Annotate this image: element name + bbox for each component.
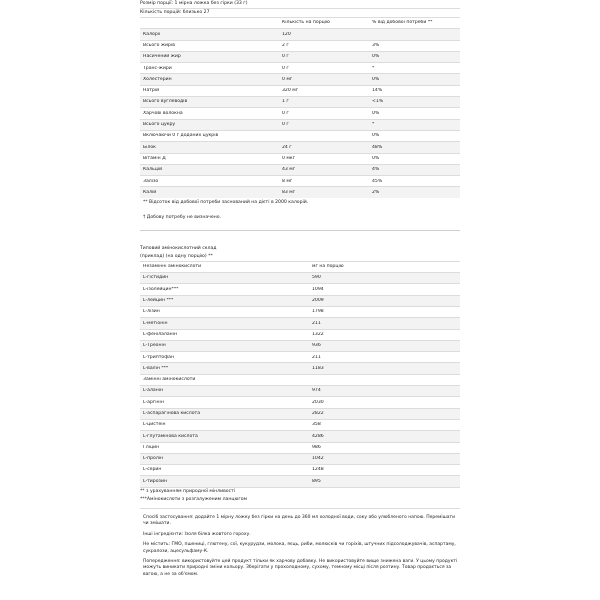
nutrition-table (140, 28, 460, 197)
nutrient-amount: 43 мг (282, 167, 296, 173)
amino-value: 211 (312, 354, 321, 360)
nutrient-amount: 120 (282, 31, 291, 37)
amino-row (140, 340, 460, 351)
nutrient-name: Включаючи 0 г доданих цукрів (143, 133, 219, 139)
free-from-paragraph: Не містить: ГМО, пшениці, глютену, сої, кукурудзи, молока, яєць, риби, молюсків чи горіхів, штучних підсолоджувачів, аспартаму, сукралози, ацесульфаму-К. (143, 542, 456, 554)
nutrition-row (140, 175, 460, 186)
amino-value: 986 (312, 444, 321, 450)
amino-value: 1798 (312, 309, 324, 315)
essential-header: Незамінні амінокислоти (143, 264, 202, 270)
amino-name: L-Треонін (143, 343, 166, 349)
nutrient-amount: 0 г (282, 54, 289, 60)
nutrient-dv: <1% (372, 99, 384, 105)
nutrient-dv: 0% (372, 133, 380, 139)
nutrient-name: Холестерин (143, 76, 172, 82)
amino-row (140, 283, 460, 294)
nutrition-header-dv: % від добової потреби ** (372, 20, 433, 26)
amino-value: 211 (312, 320, 321, 326)
amino-name: L-валін *** (143, 365, 169, 371)
nutrient-name: Транс-жири (143, 65, 172, 71)
nutrient-dv: 2% (372, 189, 380, 195)
nutrient-dv: 45% (372, 178, 383, 184)
amino-name: L-аспарагінова кислота (143, 411, 201, 416)
nutrition-row (140, 141, 460, 152)
footnote-daily-value: ** Відсоток від добової потреби заснований на дієті в 2000 калорій. (143, 199, 309, 205)
amino-row (140, 408, 460, 419)
usage-paragraph: Спосіб застосування: додайте 1 мірну ложку без гірки на день до 360 мл холодної води, соку або улюбленого напою. Перемішати чи змішати. (143, 514, 456, 526)
amino-name: L-лізин (143, 309, 160, 315)
amino-name: L-триптофан (143, 354, 174, 360)
nutrient-dv: * (372, 65, 375, 71)
nonessential-header-row (140, 374, 460, 385)
amino-name: L-лейцин *** (143, 298, 174, 304)
nutrition-row (140, 62, 460, 73)
nutrition-row (140, 107, 460, 118)
amino-row (140, 442, 460, 453)
amino-value: 1322 (312, 331, 324, 337)
ingredients-paragraph: Інші інгредієнти: Ізоля білка жовтого гороху. (143, 531, 251, 537)
warning-paragraph: Попередження: використовуйте цей продукт тільки як харчову добавку. Не використовуйте вище знижена ваги. У цьому продукті можуть виникати природні зміни кольору. Зберігати у прохолодному, сухому, темному місці після розтину. Товар продається за вагою, а не за об'ємом. (143, 559, 458, 577)
supplement-facts-document (140, 0, 460, 582)
nutrition-row (140, 186, 460, 197)
nutrient-dv: 3% (372, 42, 380, 48)
amino-title: Типовий амінокислотний склад (140, 246, 217, 251)
nutrient-name: Білок (143, 144, 156, 150)
nutrient-dv: 48% (372, 144, 383, 150)
amino-subtitle: (приклад) (на одну порцію) ** (140, 254, 213, 259)
nutrient-dv: 0% (372, 110, 380, 116)
nutrition-row (140, 164, 460, 175)
amino-value: 895 (312, 478, 321, 484)
amino-value: 2822 (312, 411, 324, 416)
amino-row (140, 385, 460, 396)
nutrient-amount: 2 г (282, 42, 289, 48)
amino-row (140, 396, 460, 407)
nutrient-amount: 24 г (282, 144, 292, 150)
nutrient-name: Всього цукру (143, 122, 176, 128)
nutrient-amount: 0 мкг (282, 155, 296, 161)
amino-note-bcaa: ***Амінокислоти з розгалуженим ланцюгом (140, 496, 248, 502)
nutrition-row (140, 40, 460, 51)
amount-header: мг на порцію (312, 264, 344, 270)
nutrient-amount: 0 г (282, 122, 289, 128)
nutrient-name: Калій (143, 189, 157, 195)
nutrient-amount: 0 г (282, 65, 289, 71)
nutrient-dv: 0% (372, 155, 380, 161)
amino-name: L-серин (143, 467, 162, 473)
nutrient-amount: 8 мг (282, 178, 293, 184)
nutrition-header-row (140, 17, 460, 28)
amino-name: L-аланін (143, 388, 163, 394)
amino-value: 4286 (312, 433, 324, 439)
nutrient-amount: 1 г (282, 99, 289, 105)
amino-row (140, 295, 460, 306)
amino-name: L-фенілаланін (143, 331, 177, 337)
amino-value: 2009 (312, 298, 324, 304)
nutrient-dv: 14% (372, 88, 383, 94)
serving-size: Розмір порції: 1 мірна ложка без гірки (33 г) (140, 1, 248, 7)
amino-value: 1042 (312, 456, 324, 462)
nutrient-amount: 83 мг (282, 189, 296, 195)
amino-name: L-тирозин (143, 478, 167, 484)
nutrition-row (140, 96, 460, 107)
servings-per-container: Кількість порцій: близько 27 (140, 8, 460, 17)
nutrient-amount: 0 г (282, 110, 289, 116)
nutrient-name: Кальцій (143, 167, 163, 173)
amino-value: 1183 (312, 365, 324, 371)
amino-name: L-метіонін (143, 320, 168, 326)
nutrient-dv: 0% (372, 76, 380, 82)
amino-header-row (140, 261, 460, 272)
amino-note-variability: ** з урахуванням природної мінливості (140, 487, 460, 496)
amino-row (140, 419, 460, 430)
amino-row (140, 329, 460, 340)
amino-name: L-цистеїн (143, 422, 166, 428)
amino-row (140, 306, 460, 317)
amino-name: L-пролін (143, 456, 164, 462)
amino-row (140, 464, 460, 475)
nutrient-amount: 0 мг (282, 76, 293, 82)
amino-value: 936 (312, 343, 321, 349)
nutrient-dv: * (372, 122, 375, 128)
amino-row (140, 453, 460, 464)
amino-row (140, 475, 460, 486)
nutrition-row (140, 28, 460, 39)
footnote-not-established: † Добову потребу не визначено. (143, 214, 221, 220)
amino-value: 358 (312, 422, 321, 428)
amino-row (140, 351, 460, 362)
amino-name: L-ізолейцин*** (143, 286, 179, 292)
nutrient-name: Харчові волокна (143, 110, 183, 116)
amino-name: L-гістидин (143, 275, 169, 281)
nutrient-name: Натрій (143, 88, 160, 94)
nutrient-name: Всього вуглеводів (143, 99, 188, 105)
nutrient-amount: 320 мг (282, 88, 299, 94)
amino-value: 2030 (312, 399, 324, 405)
nutrient-name: Калорії (143, 31, 161, 37)
nutrition-row (140, 51, 460, 62)
nutrient-name: Вітамін Д (143, 155, 166, 161)
nutrition-row (140, 119, 460, 130)
amino-name: Гліцин (143, 444, 160, 450)
nutrient-name: Всього жирів (143, 42, 175, 48)
nutrient-dv: 4% (372, 167, 380, 173)
amino-row (140, 317, 460, 328)
amino-table (140, 261, 460, 487)
amino-value: 1248 (312, 467, 324, 473)
nutrition-header-amount: Кількість на порцію (282, 20, 330, 26)
amino-row (140, 362, 460, 373)
nonessential-header: Замінні амінокислоти (143, 377, 196, 383)
nutrition-row (140, 85, 460, 96)
amino-row (140, 430, 460, 441)
amino-value: 590 (312, 275, 321, 281)
nutrition-row (140, 73, 460, 84)
nutrition-row (140, 153, 460, 164)
amino-name: L-аргінін (143, 399, 164, 405)
amino-value: 1094 (312, 286, 324, 292)
amino-name: L-глутамінова кислота (143, 433, 198, 439)
nutrient-dv: 0% (372, 54, 380, 60)
nutrient-name: Насичений жир (143, 54, 181, 60)
nutrient-name: Залізо (143, 178, 159, 184)
nutrition-row (140, 130, 460, 141)
amino-value: 974 (312, 388, 321, 394)
amino-row (140, 272, 460, 283)
